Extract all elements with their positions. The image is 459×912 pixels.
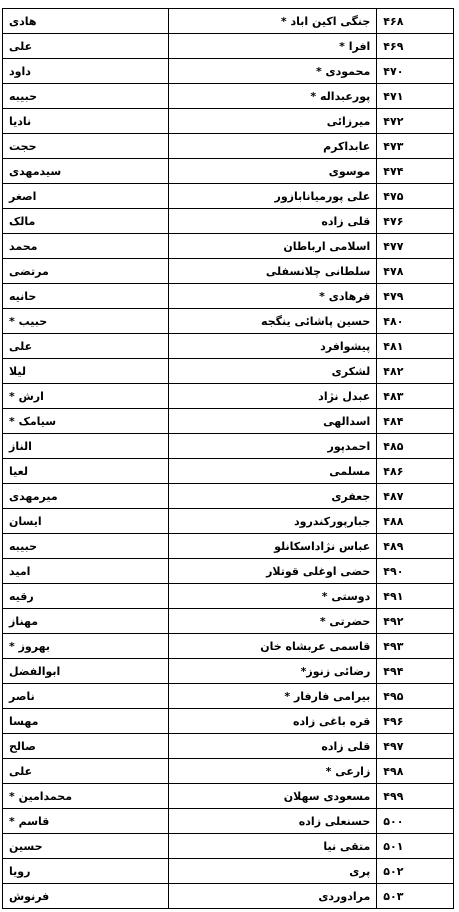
table-row (3, 384, 454, 409)
table-row (3, 59, 454, 84)
first-name-cell: فرنوش (3, 884, 169, 909)
first-name-cell: صالح (3, 734, 169, 759)
row-number-cell: ۴۸۹ (377, 534, 454, 559)
row-number-cell: ۵۰۱ (377, 834, 454, 859)
table-row (3, 534, 454, 559)
table-row (3, 184, 454, 209)
first-name-cell: سیامک * (3, 409, 169, 434)
last-name-cell: افرا * (169, 34, 377, 59)
row-number-cell: ۴۶۸ (377, 9, 454, 34)
last-name-cell: قلی زاده (169, 734, 377, 759)
last-name-cell: مرادوردی (169, 884, 377, 909)
row-number-cell: ۵۰۳ (377, 884, 454, 909)
last-name-cell: فرهادی * (169, 284, 377, 309)
first-name-cell: حبیب * (3, 309, 169, 334)
table-row (3, 109, 454, 134)
row-number-cell: ۵۰۲ (377, 859, 454, 884)
row-number-cell: ۵۰۰ (377, 809, 454, 834)
first-name-cell: حبیبه (3, 84, 169, 109)
first-name-cell: محمدامین * (3, 784, 169, 809)
last-name-cell: مسلمی (169, 459, 377, 484)
first-name-cell: رقیه (3, 584, 169, 609)
row-number-cell: ۴۸۷ (377, 484, 454, 509)
first-name-cell: مهسا (3, 709, 169, 734)
last-name-cell: محمودی * (169, 59, 377, 84)
table-row (3, 234, 454, 259)
first-name-cell: هادی (3, 9, 169, 34)
last-name-cell: حضی اوغلی قوتلار (169, 559, 377, 584)
row-number-cell: ۴۹۰ (377, 559, 454, 584)
row-number-cell: ۴۷۸ (377, 259, 454, 284)
last-name-cell: سلطانی چلانسفلی (169, 259, 377, 284)
row-number-cell: ۴۷۴ (377, 159, 454, 184)
table-row (3, 434, 454, 459)
first-name-cell: لعیا (3, 459, 169, 484)
first-name-cell: میرمهدی (3, 484, 169, 509)
last-name-cell: میرزائی (169, 109, 377, 134)
table-row (3, 809, 454, 834)
table-row (3, 334, 454, 359)
first-name-cell: داود (3, 59, 169, 84)
row-number-cell: ۴۷۲ (377, 109, 454, 134)
first-name-cell: علی (3, 34, 169, 59)
last-name-cell: قاسمی عربشاه خان (169, 634, 377, 659)
table-row (3, 709, 454, 734)
row-number-cell: ۴۹۶ (377, 709, 454, 734)
first-name-cell: امید (3, 559, 169, 584)
row-number-cell: ۴۸۳ (377, 384, 454, 409)
last-name-cell: بیرامی فارفار * (169, 684, 377, 709)
table-row (3, 9, 454, 34)
last-name-cell: حضرتی * (169, 609, 377, 634)
row-number-cell: ۴۹۵ (377, 684, 454, 709)
row-number-cell: ۴۸۴ (377, 409, 454, 434)
first-name-cell: حجت (3, 134, 169, 159)
last-name-cell: متقی نیا (169, 834, 377, 859)
table-row (3, 834, 454, 859)
first-name-cell: قاسم * (3, 809, 169, 834)
table-row (3, 684, 454, 709)
first-name-cell: حسین (3, 834, 169, 859)
last-name-cell: احمدپور (169, 434, 377, 459)
first-name-cell: ایسان (3, 509, 169, 534)
row-number-cell: ۴۹۳ (377, 634, 454, 659)
first-name-cell: رویا (3, 859, 169, 884)
first-name-cell: الناز (3, 434, 169, 459)
last-name-cell: جبارپورکندرود (169, 509, 377, 534)
row-number-cell: ۴۸۰ (377, 309, 454, 334)
last-name-cell: پیشوافرد (169, 334, 377, 359)
first-name-cell: مرتضی (3, 259, 169, 284)
table-row (3, 484, 454, 509)
first-name-cell: حبیبه (3, 534, 169, 559)
last-name-cell: مسعودی سهلان (169, 784, 377, 809)
table-row (3, 259, 454, 284)
row-number-cell: ۴۹۲ (377, 609, 454, 634)
table-row (3, 284, 454, 309)
table-row (3, 759, 454, 784)
first-name-cell: محمد (3, 234, 169, 259)
row-number-cell: ۴۹۷ (377, 734, 454, 759)
row-number-cell: ۴۹۱ (377, 584, 454, 609)
last-name-cell: قلی زاده (169, 209, 377, 234)
last-name-cell: حسین پاشائی ینگجه (169, 309, 377, 334)
first-name-cell: ابوالفضل (3, 659, 169, 684)
last-name-cell: عباس نژاداسکانلو (169, 534, 377, 559)
table-row (3, 84, 454, 109)
table-row (3, 584, 454, 609)
last-name-cell: پورعبداله * (169, 84, 377, 109)
row-number-cell: ۴۸۲ (377, 359, 454, 384)
first-name-cell: لیلا (3, 359, 169, 384)
table-row (3, 634, 454, 659)
names-table (2, 8, 454, 909)
first-name-cell: مهناز (3, 609, 169, 634)
row-number-cell: ۴۸۵ (377, 434, 454, 459)
last-name-cell: رضائی زنوز* (169, 659, 377, 684)
table-row (3, 459, 454, 484)
row-number-cell: ۴۷۵ (377, 184, 454, 209)
table-row (3, 34, 454, 59)
first-name-cell: ارش * (3, 384, 169, 409)
table-row (3, 509, 454, 534)
last-name-cell: اسدالهی (169, 409, 377, 434)
table-row (3, 209, 454, 234)
row-number-cell: ۴۹۸ (377, 759, 454, 784)
first-name-cell: مالک (3, 209, 169, 234)
table-row (3, 159, 454, 184)
first-name-cell: بهروز * (3, 634, 169, 659)
table-row (3, 409, 454, 434)
last-name-cell: جعفری (169, 484, 377, 509)
row-number-cell: ۴۷۰ (377, 59, 454, 84)
last-name-cell: لشکری (169, 359, 377, 384)
first-name-cell: سیدمهدی (3, 159, 169, 184)
names-table-body (3, 9, 454, 909)
last-name-cell: عابداکرم (169, 134, 377, 159)
row-number-cell: ۴۹۴ (377, 659, 454, 684)
row-number-cell: ۴۸۱ (377, 334, 454, 359)
first-name-cell: علی (3, 759, 169, 784)
first-name-cell: حانیه (3, 284, 169, 309)
last-name-cell: قره باغی زاده (169, 709, 377, 734)
row-number-cell: ۴۸۶ (377, 459, 454, 484)
last-name-cell: عبدل نژاد (169, 384, 377, 409)
row-number-cell: ۴۶۹ (377, 34, 454, 59)
row-number-cell: ۴۷۳ (377, 134, 454, 159)
last-name-cell: زارعی * (169, 759, 377, 784)
row-number-cell: ۴۷۶ (377, 209, 454, 234)
row-number-cell: ۴۷۷ (377, 234, 454, 259)
first-name-cell: ناصر (3, 684, 169, 709)
table-row (3, 309, 454, 334)
table-row (3, 884, 454, 909)
row-number-cell: ۴۸۸ (377, 509, 454, 534)
table-row (3, 784, 454, 809)
table-row (3, 734, 454, 759)
first-name-cell: نادیا (3, 109, 169, 134)
table-row (3, 359, 454, 384)
row-number-cell: ۴۷۱ (377, 84, 454, 109)
table-row (3, 134, 454, 159)
row-number-cell: ۴۷۹ (377, 284, 454, 309)
last-name-cell: اسلامی ارباطان (169, 234, 377, 259)
first-name-cell: علی (3, 334, 169, 359)
row-number-cell: ۴۹۹ (377, 784, 454, 809)
table-row (3, 659, 454, 684)
table-row (3, 609, 454, 634)
first-name-cell: اصغر (3, 184, 169, 209)
last-name-cell: جنگی اکین اباد * (169, 9, 377, 34)
last-name-cell: پری (169, 859, 377, 884)
table-row (3, 859, 454, 884)
last-name-cell: علی پورمیانابازور (169, 184, 377, 209)
last-name-cell: حسنعلی زاده (169, 809, 377, 834)
last-name-cell: موسوی (169, 159, 377, 184)
table-row (3, 559, 454, 584)
last-name-cell: دوستی * (169, 584, 377, 609)
